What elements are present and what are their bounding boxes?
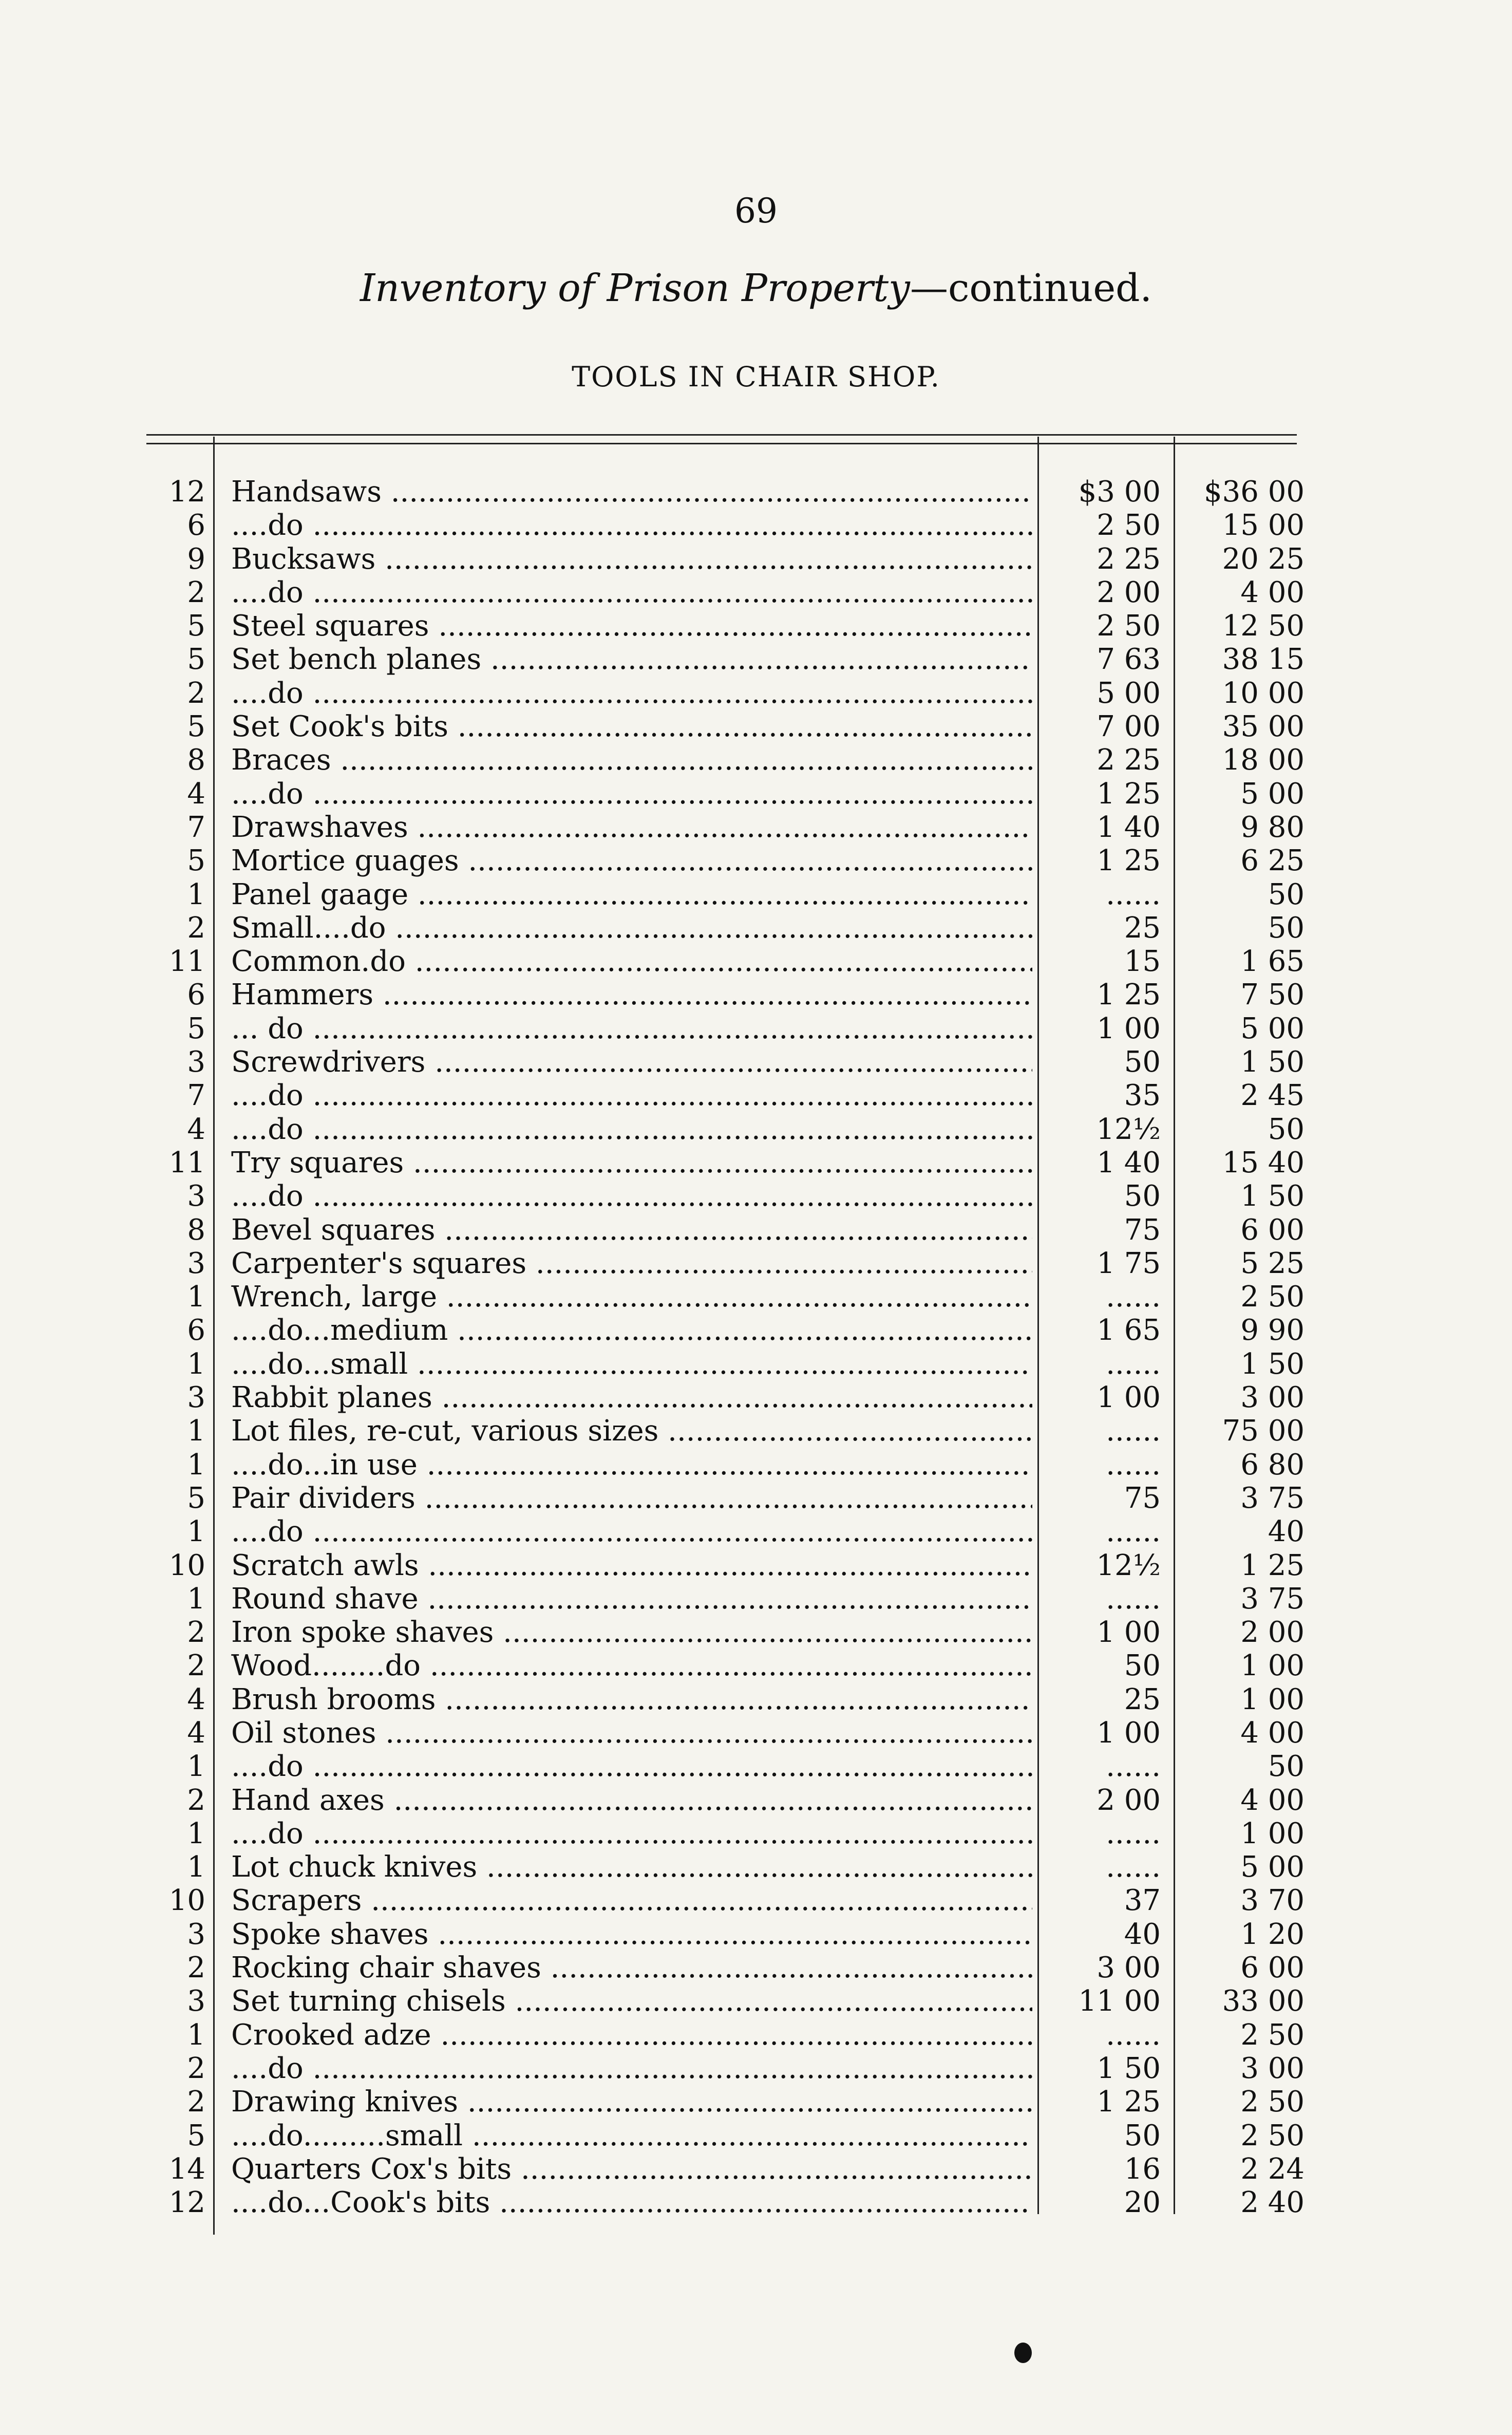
item-cell: Carpenter's squares ..... — [231, 1247, 1032, 1280]
total-value-cell: 38 15 — [1222, 643, 1305, 677]
table-row — [0, 1213, 1512, 1247]
table-row — [0, 1012, 1512, 1045]
item-cell: ....do ..... — [231, 1079, 1032, 1112]
quantity-cell: 2 — [187, 2051, 205, 2085]
unit-price-cell: 35 — [1124, 1079, 1161, 1113]
quantity-cell: 1 — [187, 1448, 205, 1482]
item-cell: Rabbit planes ..... — [231, 1381, 1032, 1414]
item-cell: Drawing knives ..... — [231, 2085, 1032, 2119]
total-value-cell: 50 — [1268, 911, 1305, 945]
total-value-cell: 50 — [1268, 1750, 1305, 1784]
item-cell: Screwdrivers ..... — [231, 1045, 1032, 1079]
item-cell: Lot chuck knives ..... — [231, 1850, 1032, 1884]
total-value-cell: $36 00 — [1204, 475, 1305, 509]
unit-price-cell: 1 00 — [1097, 1616, 1161, 1650]
table-row — [0, 609, 1512, 643]
total-value-cell: 2 00 — [1240, 1616, 1305, 1650]
total-value-cell: 6 00 — [1240, 1213, 1305, 1247]
table-row — [0, 2085, 1512, 2119]
item-cell: ... do ..... — [231, 1012, 1032, 1045]
table-row — [0, 1179, 1512, 1213]
quantity-cell: 5 — [187, 710, 205, 744]
table-row — [0, 2186, 1512, 2219]
item-cell: Steel squares ..... — [231, 609, 1032, 643]
item-cell: ....do ..... — [231, 1750, 1032, 1783]
unit-price-cell: 1 40 — [1097, 1146, 1161, 1179]
total-value-cell: 4 00 — [1240, 575, 1305, 609]
quantity-cell: 5 — [187, 609, 205, 643]
item-cell: ....do...small ..... — [231, 1347, 1032, 1381]
item-cell: Oil stones ..... — [231, 1716, 1032, 1750]
quantity-cell: 1 — [187, 877, 205, 911]
table-row — [0, 1683, 1512, 1716]
item-cell: Set turning chisels ..... — [231, 1984, 1032, 2018]
table-top-rule — [146, 434, 1297, 436]
table-row — [0, 1918, 1512, 1951]
quantity-cell: 6 — [187, 978, 205, 1012]
total-value-cell: 2 24 — [1240, 2152, 1305, 2186]
quantity-cell: 9 — [187, 542, 205, 576]
item-cell: Try squares ..... — [231, 1146, 1032, 1179]
table-row — [0, 1951, 1512, 1984]
table-row — [0, 1984, 1512, 2018]
item-cell: Common.do ..... — [231, 945, 1032, 978]
table-row — [0, 1616, 1512, 1649]
total-value-cell: 2 50 — [1240, 2119, 1305, 2152]
table-row — [0, 710, 1512, 743]
item-cell: Drawshaves ..... — [231, 811, 1032, 844]
item-cell: Hammers ..... — [231, 978, 1032, 1012]
unit-price-cell: 3 00 — [1097, 1951, 1161, 1985]
total-value-cell: 3 75 — [1240, 1582, 1305, 1616]
item-cell: Wrench, large ..... — [231, 1280, 1032, 1314]
unit-price-cell: 1 75 — [1097, 1246, 1161, 1280]
total-value-cell: 10 00 — [1222, 676, 1305, 710]
total-value-cell: 4 00 — [1240, 1716, 1305, 1750]
table-row — [0, 743, 1512, 777]
unit-price-cell: 1 50 — [1097, 2051, 1161, 2085]
total-value-cell: 12 50 — [1222, 609, 1305, 643]
total-value-cell: 15 40 — [1222, 1146, 1305, 1179]
item-cell: ....do ..... — [231, 677, 1032, 710]
table-row — [0, 2119, 1512, 2152]
quantity-cell: 6 — [187, 1314, 205, 1347]
total-value-cell: 3 00 — [1240, 1381, 1305, 1415]
inventory-table — [0, 475, 1512, 2219]
unit-price-cell: 2 50 — [1097, 509, 1161, 542]
quantity-cell: 2 — [187, 575, 205, 609]
total-value-cell: 50 — [1268, 877, 1305, 911]
table-row — [0, 509, 1512, 542]
table-row — [0, 1884, 1512, 1917]
table-row — [0, 576, 1512, 609]
item-cell: Handsaws ..... — [231, 475, 1032, 509]
total-value-cell: 35 00 — [1222, 710, 1305, 744]
table-row — [0, 1716, 1512, 1750]
quantity-cell: 8 — [187, 1213, 205, 1247]
unit-price-cell: 37 — [1124, 1884, 1161, 1918]
unit-price-cell: ...... — [1106, 1280, 1161, 1314]
table-row — [0, 643, 1512, 676]
table-row — [0, 1280, 1512, 1314]
item-cell: ....do.........small ..... — [231, 2119, 1032, 2152]
item-cell: ....do...medium ..... — [231, 1314, 1032, 1347]
total-value-cell: 7 50 — [1240, 978, 1305, 1012]
quantity-cell: 1 — [187, 1816, 205, 1850]
unit-price-cell: 7 00 — [1097, 710, 1161, 744]
unit-price-cell: $3 00 — [1078, 475, 1161, 509]
unit-price-cell: ...... — [1106, 2018, 1161, 2052]
table-row — [0, 1079, 1512, 1112]
table-row — [0, 1549, 1512, 1582]
table-row — [0, 1146, 1512, 1179]
item-cell: ....do ..... — [231, 777, 1032, 811]
unit-price-cell: 15 — [1124, 945, 1161, 979]
unit-price-cell: 50 — [1124, 1179, 1161, 1213]
table-row — [0, 1448, 1512, 1482]
table-row — [0, 844, 1512, 877]
unit-price-cell: ...... — [1106, 1414, 1161, 1448]
total-value-cell: 2 40 — [1240, 2186, 1305, 2220]
quantity-cell: 3 — [187, 1381, 205, 1415]
quantity-cell: 1 — [187, 1280, 205, 1314]
unit-price-cell: 1 65 — [1097, 1314, 1161, 1347]
total-value-cell: 6 25 — [1240, 844, 1305, 878]
item-cell: Rocking chair shaves ..... — [231, 1951, 1032, 1984]
ink-blot — [1014, 2343, 1032, 2363]
total-value-cell: 20 25 — [1222, 542, 1305, 576]
item-cell: ....do ..... — [231, 2052, 1032, 2085]
quantity-cell: 2 — [187, 1649, 205, 1683]
item-cell: Set Cook's bits ..... — [231, 710, 1032, 743]
table-row — [0, 1784, 1512, 1817]
unit-price-cell: 1 00 — [1097, 1381, 1161, 1415]
quantity-cell: 1 — [187, 1850, 205, 1884]
item-cell: Wood........do ..... — [231, 1649, 1032, 1682]
unit-price-cell: 50 — [1124, 2119, 1161, 2152]
total-value-cell: 5 25 — [1240, 1246, 1305, 1280]
unit-price-cell: ...... — [1106, 877, 1161, 911]
quantity-cell: 10 — [168, 1884, 205, 1918]
table-row — [0, 1482, 1512, 1515]
quantity-cell: 4 — [187, 777, 205, 811]
table-row — [0, 2052, 1512, 2085]
item-cell: Lot files, re-cut, various sizes ..... — [231, 1414, 1032, 1448]
total-value-cell: 3 70 — [1240, 1884, 1305, 1918]
quantity-cell: 7 — [187, 810, 205, 844]
total-value-cell: 4 00 — [1240, 1783, 1305, 1817]
unit-price-cell: 12½ — [1096, 1548, 1161, 1582]
item-cell: Brush brooms ..... — [231, 1683, 1032, 1716]
item-cell: ....do ..... — [231, 1817, 1032, 1850]
total-value-cell: 2 50 — [1240, 1280, 1305, 1314]
quantity-cell: 4 — [187, 1682, 205, 1716]
quantity-cell: 4 — [187, 1716, 205, 1750]
total-value-cell: 1 50 — [1240, 1179, 1305, 1213]
unit-price-cell: ...... — [1106, 1582, 1161, 1616]
total-value-cell: 3 75 — [1240, 1481, 1305, 1515]
total-value-cell: 2 50 — [1240, 2085, 1305, 2119]
quantity-cell: 4 — [187, 1112, 205, 1146]
total-value-cell: 1 50 — [1240, 1347, 1305, 1381]
item-cell: Iron spoke shaves ..... — [231, 1616, 1032, 1649]
unit-price-cell: 5 00 — [1097, 676, 1161, 710]
unit-price-cell: 11 00 — [1078, 1984, 1161, 2018]
unit-price-cell: ...... — [1106, 1816, 1161, 1850]
unit-price-cell: 2 50 — [1097, 609, 1161, 643]
unit-price-cell: 50 — [1124, 1649, 1161, 1683]
quantity-cell: 3 — [187, 1917, 205, 1951]
quantity-cell: 1 — [187, 1347, 205, 1381]
unit-price-cell: 25 — [1124, 911, 1161, 945]
total-value-cell: 9 90 — [1240, 1314, 1305, 1347]
unit-price-cell: 12½ — [1096, 1112, 1161, 1146]
unit-price-cell: 2 00 — [1097, 1783, 1161, 1817]
unit-price-cell: 2 25 — [1097, 743, 1161, 777]
table-row — [0, 1817, 1512, 1850]
total-value-cell: 2 50 — [1240, 2018, 1305, 2052]
unit-price-cell: 1 25 — [1097, 844, 1161, 878]
unit-price-cell: 16 — [1124, 2152, 1161, 2186]
quantity-cell: 14 — [168, 2152, 205, 2186]
unit-price-cell: 1 00 — [1097, 1012, 1161, 1045]
total-value-cell: 1 50 — [1240, 1045, 1305, 1079]
item-cell: Small....do ..... — [231, 911, 1032, 945]
table-row — [0, 1113, 1512, 1146]
table-row — [0, 1247, 1512, 1280]
quantity-cell: 2 — [187, 1616, 205, 1650]
unit-price-cell: 2 25 — [1097, 542, 1161, 576]
total-value-cell: 1 65 — [1240, 945, 1305, 979]
total-value-cell: 33 00 — [1222, 1984, 1305, 2018]
item-cell: Crooked adze ..... — [231, 2018, 1032, 2052]
unit-price-cell: 7 63 — [1097, 643, 1161, 677]
table-row — [0, 1649, 1512, 1682]
total-value-cell: 6 00 — [1240, 1951, 1305, 1985]
item-cell: ....do...Cook's bits ..... — [231, 2186, 1032, 2219]
quantity-cell: 12 — [168, 475, 205, 509]
table-row — [0, 1414, 1512, 1448]
total-value-cell: 1 00 — [1240, 1649, 1305, 1683]
quantity-cell: 7 — [187, 1079, 205, 1113]
total-value-cell: 9 80 — [1240, 810, 1305, 844]
quantity-cell: 1 — [187, 2018, 205, 2052]
total-value-cell: 1 25 — [1240, 1548, 1305, 1582]
total-value-cell: 1 00 — [1240, 1682, 1305, 1716]
table-row — [0, 542, 1512, 576]
total-value-cell: 5 00 — [1240, 777, 1305, 811]
table-row — [0, 777, 1512, 811]
quantity-cell: 3 — [187, 1179, 205, 1213]
total-value-cell: 3 00 — [1240, 2051, 1305, 2085]
table-row — [0, 1314, 1512, 1347]
table-row — [0, 1347, 1512, 1381]
item-cell: Hand axes ..... — [231, 1784, 1032, 1817]
item-cell: Panel gaage ..... — [231, 878, 1032, 911]
table-row — [0, 978, 1512, 1012]
quantity-cell: 5 — [187, 2119, 205, 2152]
item-cell: Round shave ..... — [231, 1582, 1032, 1616]
item-cell: Braces ..... — [231, 743, 1032, 777]
item-cell: ....do ..... — [231, 576, 1032, 609]
quantity-cell: 2 — [187, 1783, 205, 1817]
item-cell: ....do ..... — [231, 509, 1032, 542]
unit-price-cell: ...... — [1106, 1515, 1161, 1549]
total-value-cell: 18 00 — [1222, 743, 1305, 777]
unit-price-cell: 1 25 — [1097, 978, 1161, 1012]
item-cell: Mortice guages ..... — [231, 844, 1032, 877]
unit-price-cell: ...... — [1106, 1850, 1161, 1884]
total-value-cell: 6 80 — [1240, 1448, 1305, 1482]
item-cell: Quarters Cox's bits ..... — [231, 2152, 1032, 2186]
table-row — [0, 1045, 1512, 1079]
quantity-cell: 5 — [187, 1012, 205, 1045]
table-top-rule-2 — [146, 443, 1297, 444]
quantity-cell: 2 — [187, 676, 205, 710]
quantity-cell: 2 — [187, 911, 205, 945]
quantity-cell: 8 — [187, 743, 205, 777]
total-value-cell: 15 00 — [1222, 509, 1305, 542]
table-row — [0, 878, 1512, 911]
table-row — [0, 2152, 1512, 2186]
total-value-cell: 75 00 — [1222, 1414, 1305, 1448]
unit-price-cell: ...... — [1106, 1448, 1161, 1482]
quantity-cell: 1 — [187, 1414, 205, 1448]
quantity-cell: 2 — [187, 1951, 205, 1985]
quantity-cell: 3 — [187, 1045, 205, 1079]
unit-price-cell: 25 — [1124, 1682, 1161, 1716]
unit-price-cell: 2 00 — [1097, 575, 1161, 609]
unit-price-cell: 20 — [1124, 2186, 1161, 2220]
item-cell: ....do...in use ..... — [231, 1448, 1032, 1482]
quantity-cell: 10 — [168, 1548, 205, 1582]
quantity-cell: 1 — [187, 1750, 205, 1784]
quantity-cell: 5 — [187, 643, 205, 677]
item-cell: ....do ..... — [231, 1515, 1032, 1548]
unit-price-cell: 1 25 — [1097, 2085, 1161, 2119]
unit-price-cell: ...... — [1106, 1750, 1161, 1784]
total-value-cell: 5 00 — [1240, 1850, 1305, 1884]
table-row — [0, 911, 1512, 945]
unit-price-cell: 75 — [1124, 1213, 1161, 1247]
item-cell: Scratch awls ..... — [231, 1549, 1032, 1582]
table-row — [0, 811, 1512, 844]
item-cell: Scrapers ..... — [231, 1884, 1032, 1917]
total-value-cell: 2 45 — [1240, 1079, 1305, 1113]
total-value-cell: 5 00 — [1240, 1012, 1305, 1045]
title-italic: Inventory of Prison Property — [360, 266, 910, 310]
page-number: 69 — [734, 191, 778, 231]
quantity-cell: 2 — [187, 2085, 205, 2119]
quantity-cell: 3 — [187, 1246, 205, 1280]
table-row — [0, 677, 1512, 710]
quantity-cell: 11 — [168, 1146, 205, 1179]
table-row — [0, 1381, 1512, 1414]
item-cell: ....do ..... — [231, 1179, 1032, 1213]
table-row — [0, 1515, 1512, 1548]
total-value-cell: 40 — [1268, 1515, 1305, 1549]
quantity-cell: 1 — [187, 1515, 205, 1549]
table-row — [0, 945, 1512, 978]
unit-price-cell: 75 — [1124, 1481, 1161, 1515]
item-cell: ....do ..... — [231, 1113, 1032, 1146]
table-row — [0, 1750, 1512, 1783]
table-row — [0, 2018, 1512, 2052]
section-heading: TOOLS IN CHAIR SHOP. — [572, 361, 940, 393]
unit-price-cell: 1 25 — [1097, 777, 1161, 811]
quantity-cell: 12 — [168, 2186, 205, 2220]
title-continued: —continued. — [910, 266, 1152, 310]
page-title — [0, 266, 1512, 310]
quantity-cell: 11 — [168, 945, 205, 979]
quantity-cell: 5 — [187, 1481, 205, 1515]
total-value-cell: 1 00 — [1240, 1816, 1305, 1850]
total-value-cell: 1 20 — [1240, 1917, 1305, 1951]
item-cell: Spoke shaves ..... — [231, 1918, 1032, 1951]
unit-price-cell: 1 00 — [1097, 1716, 1161, 1750]
unit-price-cell: ...... — [1106, 1347, 1161, 1381]
total-value-cell: 50 — [1268, 1112, 1305, 1146]
unit-price-cell: 40 — [1124, 1917, 1161, 1951]
quantity-cell: 6 — [187, 509, 205, 542]
item-cell: Pair dividers ..... — [231, 1482, 1032, 1515]
item-cell: Bevel squares ..... — [231, 1213, 1032, 1247]
quantity-cell: 3 — [187, 1984, 205, 2018]
table-row — [0, 1850, 1512, 1884]
item-cell: Set bench planes ..... — [231, 643, 1032, 676]
unit-price-cell: 50 — [1124, 1045, 1161, 1079]
table-row — [0, 475, 1512, 509]
unit-price-cell: 1 40 — [1097, 810, 1161, 844]
quantity-cell: 1 — [187, 1582, 205, 1616]
item-cell: Bucksaws ..... — [231, 542, 1032, 576]
quantity-cell: 5 — [187, 844, 205, 878]
table-row — [0, 1582, 1512, 1616]
